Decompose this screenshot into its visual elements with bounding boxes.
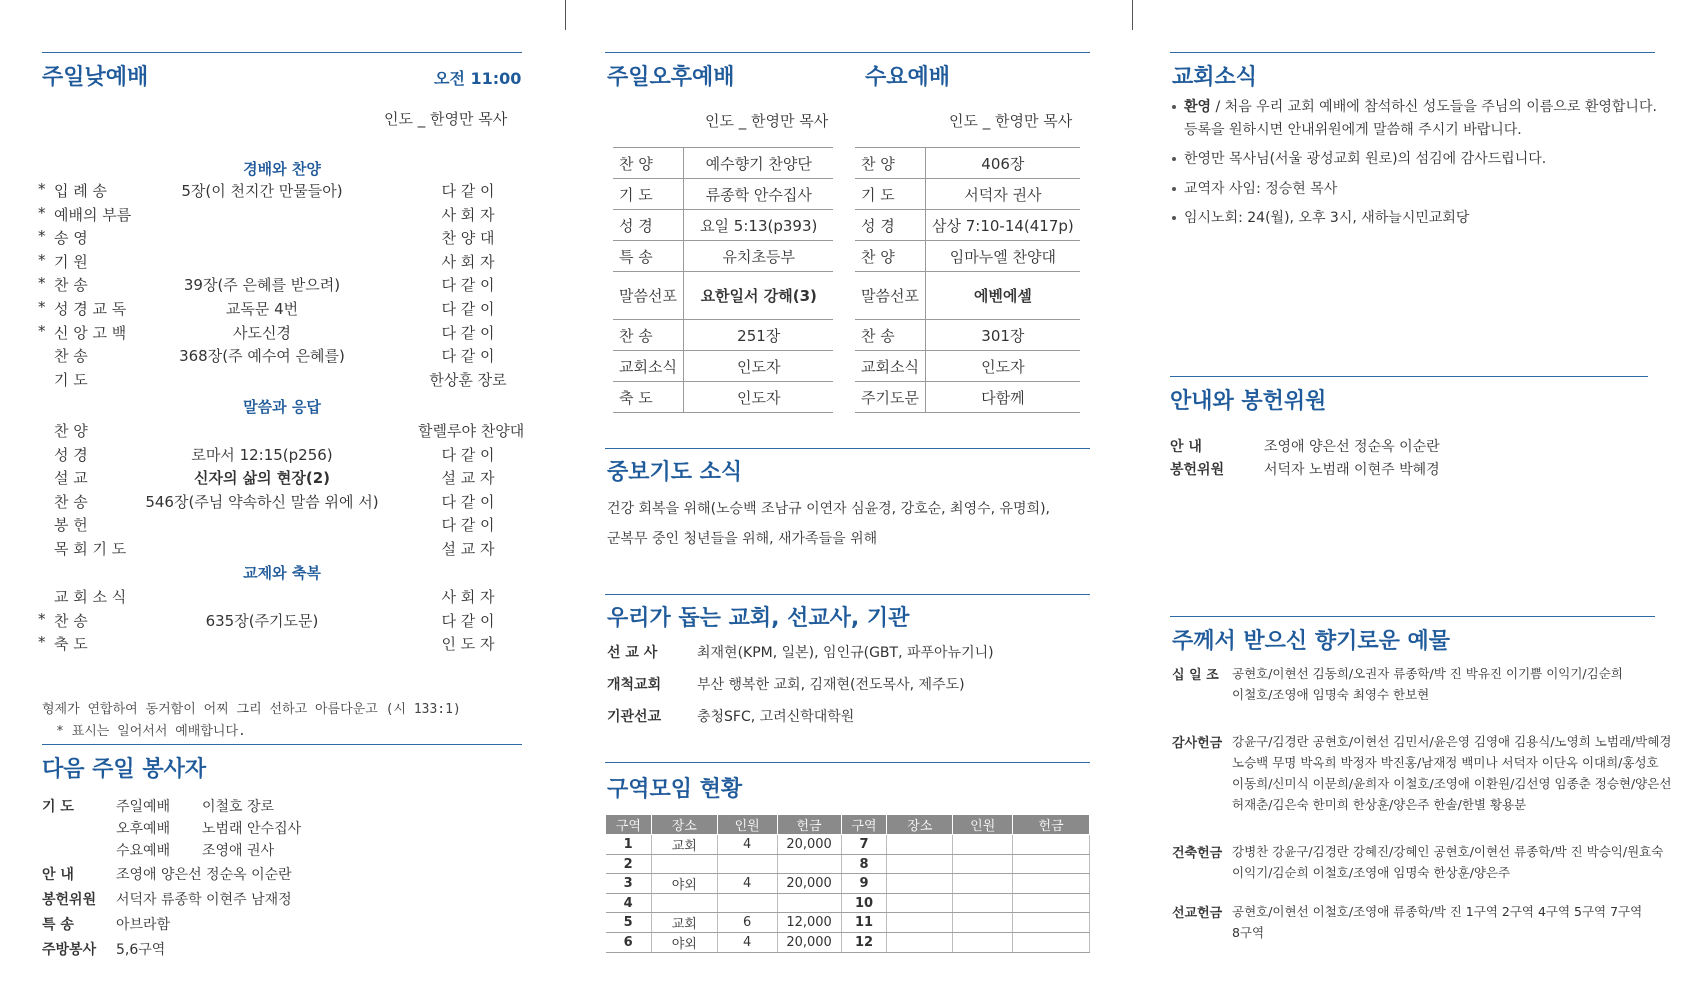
next-week-title: 다음 주일 봉사자 [42, 757, 207, 782]
intercession-title: 중보기도 소식 [607, 460, 743, 485]
service-row-value: 인도자 [683, 351, 833, 382]
offering-label: 감사헌금 [1172, 736, 1223, 751]
district-cell [1013, 874, 1090, 894]
morning-service-title: 주일낮예배 [42, 65, 149, 90]
order-item-name: 예배의 부름 [54, 205, 132, 224]
service-row [855, 179, 1080, 210]
district-cell: 9 [841, 874, 887, 894]
offering-names: 공현호/이현선 이철호/조영애 류종학/박 진 1구역 2구역 4구역 5구역 7구역 [1232, 904, 1643, 919]
ushers-title: 안내와 봉헌위원 [1170, 389, 1327, 414]
district-cell [651, 855, 717, 874]
order-item-by: 다 같 이 [441, 492, 495, 511]
district-cell: 4 [717, 835, 777, 855]
order-item-by: 다 같 이 [441, 300, 495, 318]
district-cell [1013, 835, 1090, 855]
service-row-label: 말씀선포 [855, 272, 925, 320]
district-header-cell: 장소 [887, 815, 953, 835]
support-title: 우리가 돕는 교회, 선교사, 기관 [607, 606, 910, 631]
service-row-label: 교회소식 [855, 351, 925, 382]
order-item-by: 사 회 자 [441, 252, 495, 271]
order-item-by: 다 같 이 [441, 445, 495, 464]
order-row [42, 345, 522, 369]
role-label: 특 송 [42, 917, 74, 933]
support-label: 기관선교 [607, 709, 662, 725]
stand-marker: * [38, 609, 46, 628]
stand-marker: * [38, 180, 46, 198]
service-row [613, 351, 833, 382]
service-row [855, 241, 1080, 272]
district-row [606, 855, 1090, 874]
afternoon-service-table [613, 147, 833, 413]
service-row-label: 성 경 [855, 210, 925, 241]
order-row [42, 491, 522, 515]
offering-label: 십 일 조 [1172, 668, 1219, 683]
stand-marker: * [38, 250, 46, 269]
order-item-name: 설 교 [54, 469, 88, 488]
order-item-content: 635장(주기도문) [205, 611, 319, 630]
order-item-content: 사도신경 [233, 323, 291, 342]
afternoon-service-title: 주일오후예배 [607, 65, 735, 90]
bullet-icon [1172, 187, 1176, 191]
district-cell [777, 855, 841, 874]
district-cell: 4 [717, 933, 777, 953]
order-row [42, 514, 522, 538]
service-row-label: 축 도 [613, 382, 683, 413]
divider [1170, 376, 1648, 377]
service-row-value: 임마누엘 찬양대 [925, 241, 1079, 272]
district-cell: 1 [606, 835, 652, 855]
order-section-heading: 교제와 축복 [243, 564, 321, 582]
stand-marker: * [38, 321, 46, 340]
standing-note: * 표시는 일어서서 예배합니다. [56, 724, 246, 739]
order-row [38, 633, 522, 657]
role-label: 안 내 [42, 867, 74, 883]
district-cell: 야외 [651, 933, 717, 953]
district-cell [887, 913, 953, 933]
news-item-text: 한영만 목사님(서울 광성교회 원로)의 섬김에 감사드립니다. [1184, 151, 1547, 167]
offering-names: 강윤구/김경란 공현호/이현선 김민서/윤은영 김영애 김용식/노영희 노범래/박혜경 [1232, 734, 1672, 749]
service-row-value: 251장 [683, 320, 833, 351]
offerings-title: 주께서 받으신 향기로운 예물 [1172, 629, 1451, 654]
district-cell [1013, 913, 1090, 933]
wednesday-service-title: 수요예배 [865, 65, 951, 90]
role-value: 아브라함 [116, 917, 171, 933]
prayer-service: 오후예배 [116, 821, 171, 837]
offering-names: 이동희/신미식 이문희/윤희자 이철호/조영애 이환원/김선영 임종춘 정승현/양은선 [1232, 776, 1672, 791]
service-row [613, 148, 833, 179]
prayer-service: 수요예배 [116, 843, 171, 859]
afternoon-leader: 인도 _ 한영만 목사 [705, 112, 829, 130]
news-item [1184, 148, 1546, 171]
order-item-by: 한상훈 장로 [429, 370, 507, 389]
order-row [42, 369, 522, 393]
column-news [1170, 0, 1672, 992]
order-item-content: 5장(이 천지간 만물들아) [181, 182, 343, 200]
prayer-label: 기 도 [42, 799, 74, 815]
district-header-cell: 인원 [953, 815, 1013, 835]
district-header-row [606, 815, 1090, 835]
offering-names: 이익기/김순희 이철호/조영애 임명숙 한상훈/양은주 [1232, 865, 1511, 880]
role-value: 조영애 양은선 정순옥 이순란 [116, 867, 292, 883]
district-header-cell: 구역 [841, 815, 887, 835]
column-services [605, 0, 1090, 992]
order-item-content: 39장(주 은혜를 받으려) [183, 276, 341, 295]
district-cell [887, 874, 953, 894]
order-row [42, 444, 522, 468]
stand-marker: * [38, 203, 46, 222]
district-header-cell: 헌금 [777, 815, 841, 835]
service-row-value: 인도자 [925, 351, 1079, 382]
news-item-continued: 등록을 원하시면 안내위원에게 말씀해 주시기 바랍니다. [1184, 122, 1522, 138]
scripture-verse: 형제가 연합하여 동거함이 어찌 그리 선하고 아름다운고 (시 133:1) [42, 702, 461, 717]
news-item-text: 교역자 사임: 정승현 목사 [1184, 181, 1338, 197]
district-cell: 20,000 [777, 933, 841, 953]
service-row-label: 주기도문 [855, 382, 925, 413]
district-cell: 20,000 [777, 874, 841, 894]
order-item-by: 찬 양 대 [441, 229, 495, 248]
prayer-service: 주일예배 [116, 799, 171, 815]
usher-value: 조영애 양은선 정순옥 이순란 [1264, 439, 1440, 455]
district-cell: 12 [841, 933, 887, 953]
district-cell: 10 [841, 894, 887, 913]
service-row-value: 다함께 [925, 382, 1079, 413]
service-row-label: 교회소식 [613, 351, 683, 382]
prayer-person: 노범래 안수집사 [202, 821, 302, 837]
service-row-label: 찬 양 [855, 148, 925, 179]
service-row [855, 382, 1080, 413]
order-item-by: 설 교 자 [441, 469, 495, 488]
order-item-by: 다 같 이 [441, 323, 495, 342]
district-cell: 4 [717, 874, 777, 894]
role-value: 5,6구역 [116, 942, 166, 958]
order-item-by: 다 같 이 [441, 347, 495, 366]
order-item-name: 교 회 소 식 [54, 588, 127, 606]
service-row-label: 말씀선포 [613, 272, 683, 320]
service-row [855, 272, 1080, 320]
divider [605, 52, 1090, 53]
service-row [855, 210, 1080, 241]
news-item-text: 임시노회: 24(월), 오후 3시, 새하늘시민교회당 [1184, 210, 1470, 226]
order-row [38, 227, 522, 251]
order-row [42, 586, 522, 610]
wednesday-leader: 인도 _ 한영만 목사 [949, 112, 1073, 130]
district-cell: 20,000 [777, 835, 841, 855]
divider [42, 744, 522, 745]
service-row-value: 삼상 7:10-14(417p) [925, 210, 1079, 241]
service-row-label: 찬 양 [613, 148, 683, 179]
service-row-value: 406장 [925, 148, 1079, 179]
news-title: 교회소식 [1172, 65, 1258, 90]
stand-marker: * [38, 633, 46, 652]
district-cell: 2 [606, 855, 652, 874]
order-row [38, 180, 522, 204]
order-item-name: 봉 헌 [54, 516, 88, 535]
order-item-by: 사 회 자 [441, 205, 495, 224]
news-item-bold: 환영 [1184, 99, 1212, 115]
bullet-icon [1172, 157, 1176, 161]
district-cell: 5 [606, 913, 652, 933]
order-item-name: 찬 송 [54, 276, 88, 295]
usher-label: 봉헌위원 [1170, 462, 1225, 478]
support-value: 충청SFC, 고려신학대학원 [697, 709, 855, 725]
district-header-cell: 구역 [606, 815, 652, 835]
order-item-name: 찬 송 [54, 347, 88, 366]
order-row [38, 321, 522, 346]
usher-value: 서덕자 노범래 이현주 박혜경 [1264, 462, 1440, 478]
district-row [606, 933, 1090, 953]
stand-marker: * [38, 274, 46, 293]
divider [605, 594, 1090, 595]
service-row-label: 찬 송 [855, 320, 925, 351]
order-section-heading: 말씀과 응답 [243, 398, 321, 416]
stand-marker: * [38, 227, 46, 246]
district-cell [717, 855, 777, 874]
role-value: 서덕자 류종학 이현주 남재정 [116, 892, 292, 908]
service-row-value: 서덕자 권사 [925, 179, 1079, 210]
order-item-name: 목 회 기 도 [54, 540, 127, 558]
order-row [38, 298, 522, 322]
order-row [38, 250, 522, 275]
service-row-label: 기 도 [613, 179, 683, 210]
service-row-label: 성 경 [613, 210, 683, 241]
service-row-label: 찬 양 [855, 241, 925, 272]
order-item-by: 다 같 이 [441, 182, 495, 200]
order-item-name: 송 영 [54, 229, 88, 248]
order-row [42, 420, 525, 444]
district-cell [953, 874, 1013, 894]
district-cell [887, 855, 953, 874]
district-cell [953, 933, 1013, 953]
role-label: 봉헌위원 [42, 892, 97, 908]
service-row-value: 요한일서 강해(3) [683, 272, 833, 320]
service-row [855, 148, 1080, 179]
district-cell: 6 [717, 913, 777, 933]
bullet-icon [1172, 216, 1176, 220]
order-item-name: 찬 양 [54, 422, 88, 440]
news-item [1184, 178, 1337, 201]
service-row [613, 320, 833, 351]
district-table [605, 814, 1090, 953]
district-cell [651, 894, 717, 913]
order-item-name: 입 례 송 [54, 182, 108, 200]
service-row [613, 210, 833, 241]
order-row [38, 203, 522, 228]
news-item [1184, 207, 1469, 230]
district-cell: 7 [841, 835, 887, 855]
offering-names: 강병찬 강윤구/김경란 강혜진/강혜인 공현호/이현선 류종학/박 진 박승익/원효숙 [1232, 844, 1664, 859]
district-header-cell: 장소 [651, 815, 717, 835]
order-item-name: 찬 송 [54, 611, 88, 630]
service-row [613, 179, 833, 210]
divider [1170, 616, 1655, 617]
offering-label: 선교헌금 [1172, 906, 1223, 921]
offering-names: 8구역 [1232, 925, 1265, 940]
order-item-name: 신 앙 고 백 [54, 323, 127, 342]
divider [1170, 52, 1655, 53]
order-item-name: 성 경 [54, 445, 88, 464]
service-row-value: 유치초등부 [683, 241, 833, 272]
district-cell [953, 855, 1013, 874]
service-row-label: 기 도 [855, 179, 925, 210]
district-cell: 11 [841, 913, 887, 933]
district-row [606, 835, 1090, 855]
order-row [42, 538, 522, 562]
order-item-content: 546장(주님 약속하신 말씀 위에 서) [145, 492, 379, 511]
district-cell [1013, 855, 1090, 874]
district-cell: 12,000 [777, 913, 841, 933]
service-row [855, 351, 1080, 382]
intercession-line-2: 군복무 중인 청년들을 위해, 새가족들을 위해 [607, 531, 878, 547]
offering-names: 이철호/조영애 임명숙 최영수 한보현 [1232, 687, 1430, 702]
order-row [42, 467, 522, 491]
column-sunday-worship [38, 0, 525, 992]
stand-marker: * [38, 298, 46, 316]
offering-label: 건축헌금 [1172, 846, 1223, 861]
district-cell [953, 835, 1013, 855]
news-item [1184, 96, 1657, 119]
support-value: 부산 행복한 교회, 김재현(전도목사, 제주도) [697, 677, 965, 693]
fold-mark-2 [1132, 0, 1133, 30]
service-row-value: 인도자 [683, 382, 833, 413]
order-item-name: 축 도 [54, 635, 88, 654]
district-row [606, 913, 1090, 933]
service-row-value: 요일 5:13(p393) [683, 210, 833, 241]
morning-service-time: 오전 11:00 [434, 69, 522, 88]
district-cell [953, 913, 1013, 933]
order-item-by: 인 도 자 [441, 635, 495, 654]
district-cell: 야외 [651, 874, 717, 894]
district-cell [887, 835, 953, 855]
district-cell: 8 [841, 855, 887, 874]
fold-mark-1 [565, 0, 566, 30]
service-row-value: 류종학 안수집사 [683, 179, 833, 210]
service-row [613, 272, 833, 320]
order-item-by: 다 같 이 [441, 276, 495, 295]
service-row [613, 382, 833, 413]
district-cell: 4 [606, 894, 652, 913]
service-row-value: 예수향기 찬양단 [683, 148, 833, 179]
service-row-label: 특 송 [613, 241, 683, 272]
district-cell [1013, 933, 1090, 953]
district-header-cell: 인원 [717, 815, 777, 835]
order-row [38, 609, 522, 634]
district-row [606, 874, 1090, 894]
district-header-cell: 헌금 [1013, 815, 1090, 835]
prayer-person: 조영애 권사 [202, 843, 275, 859]
order-item-name: 기 도 [54, 370, 88, 389]
support-label: 선 교 사 [607, 645, 658, 661]
district-cell [717, 894, 777, 913]
district-cell: 교회 [651, 835, 717, 855]
divider [42, 52, 522, 53]
district-cell [887, 894, 953, 913]
order-item-by: 할렐루야 찬양대 [418, 422, 525, 440]
morning-service-leader: 인도 _ 한영만 목사 [384, 110, 508, 128]
usher-label: 안 내 [1170, 439, 1202, 455]
order-item-name: 찬 송 [54, 492, 88, 511]
role-label: 주방봉사 [42, 942, 97, 958]
order-item-by: 다 같 이 [441, 516, 495, 535]
support-value: 최재현(KPM, 일본), 임인규(GBT, 파푸아뉴기니) [697, 645, 994, 661]
wednesday-service-table [855, 147, 1080, 413]
order-row [38, 274, 522, 298]
district-cell: 6 [606, 933, 652, 953]
offering-names: 허재춘/김은숙 한미희 한상훈/양은주 한솔/한별 황용분 [1232, 797, 1527, 812]
service-row [613, 241, 833, 272]
intercession-line-1: 건강 회복을 위해(노승백 조남규 이연자 심윤경, 강호순, 최영수, 유명희), [607, 501, 1050, 517]
bullet-icon [1172, 105, 1176, 109]
order-item-by: 설 교 자 [441, 540, 495, 558]
service-row-label: 찬 송 [613, 320, 683, 351]
news-item-text: / 처음 우리 교회 예배에 참석하신 성도들을 주님의 이름으로 환영합니다. [1211, 99, 1657, 115]
order-item-name: 성 경 교 독 [54, 300, 127, 318]
order-item-name: 기 원 [54, 252, 88, 271]
divider [605, 448, 1090, 449]
divider [605, 762, 1090, 763]
order-item-by: 다 같 이 [441, 611, 495, 630]
district-cell [1013, 894, 1090, 913]
offering-names: 노승백 무명 박옥희 박정자 박진홍/남재정 백미나 서덕자 이단옥 이대희/홍성호 [1232, 755, 1659, 770]
offering-names: 공현호/이현선 김동희/오권자 류종학/박 진 박유진 이기쁨 이익기/김순희 [1232, 666, 1623, 681]
district-cell: 교회 [651, 913, 717, 933]
district-cell [887, 933, 953, 953]
order-item-content: 로마서 12:15(p256) [191, 445, 333, 464]
district-cell [777, 894, 841, 913]
order-item-content: 368장(주 예수여 은혜를) [179, 347, 345, 366]
district-cell: 3 [606, 874, 652, 894]
order-item-content: 교독문 4번 [225, 300, 299, 318]
order-item-by: 사 회 자 [441, 588, 495, 606]
district-cell [953, 894, 1013, 913]
service-row-value: 301장 [925, 320, 1079, 351]
district-title: 구역모임 현황 [607, 777, 743, 802]
order-item-content: 신자의 삶의 현장(2) [193, 469, 331, 488]
order-section-heading: 경배와 찬양 [243, 160, 321, 178]
service-row-value: 에벤에셀 [925, 272, 1079, 320]
prayer-person: 이철호 장로 [202, 799, 275, 815]
district-row [606, 894, 1090, 913]
service-row [855, 320, 1080, 351]
support-label: 개척교회 [607, 677, 662, 693]
